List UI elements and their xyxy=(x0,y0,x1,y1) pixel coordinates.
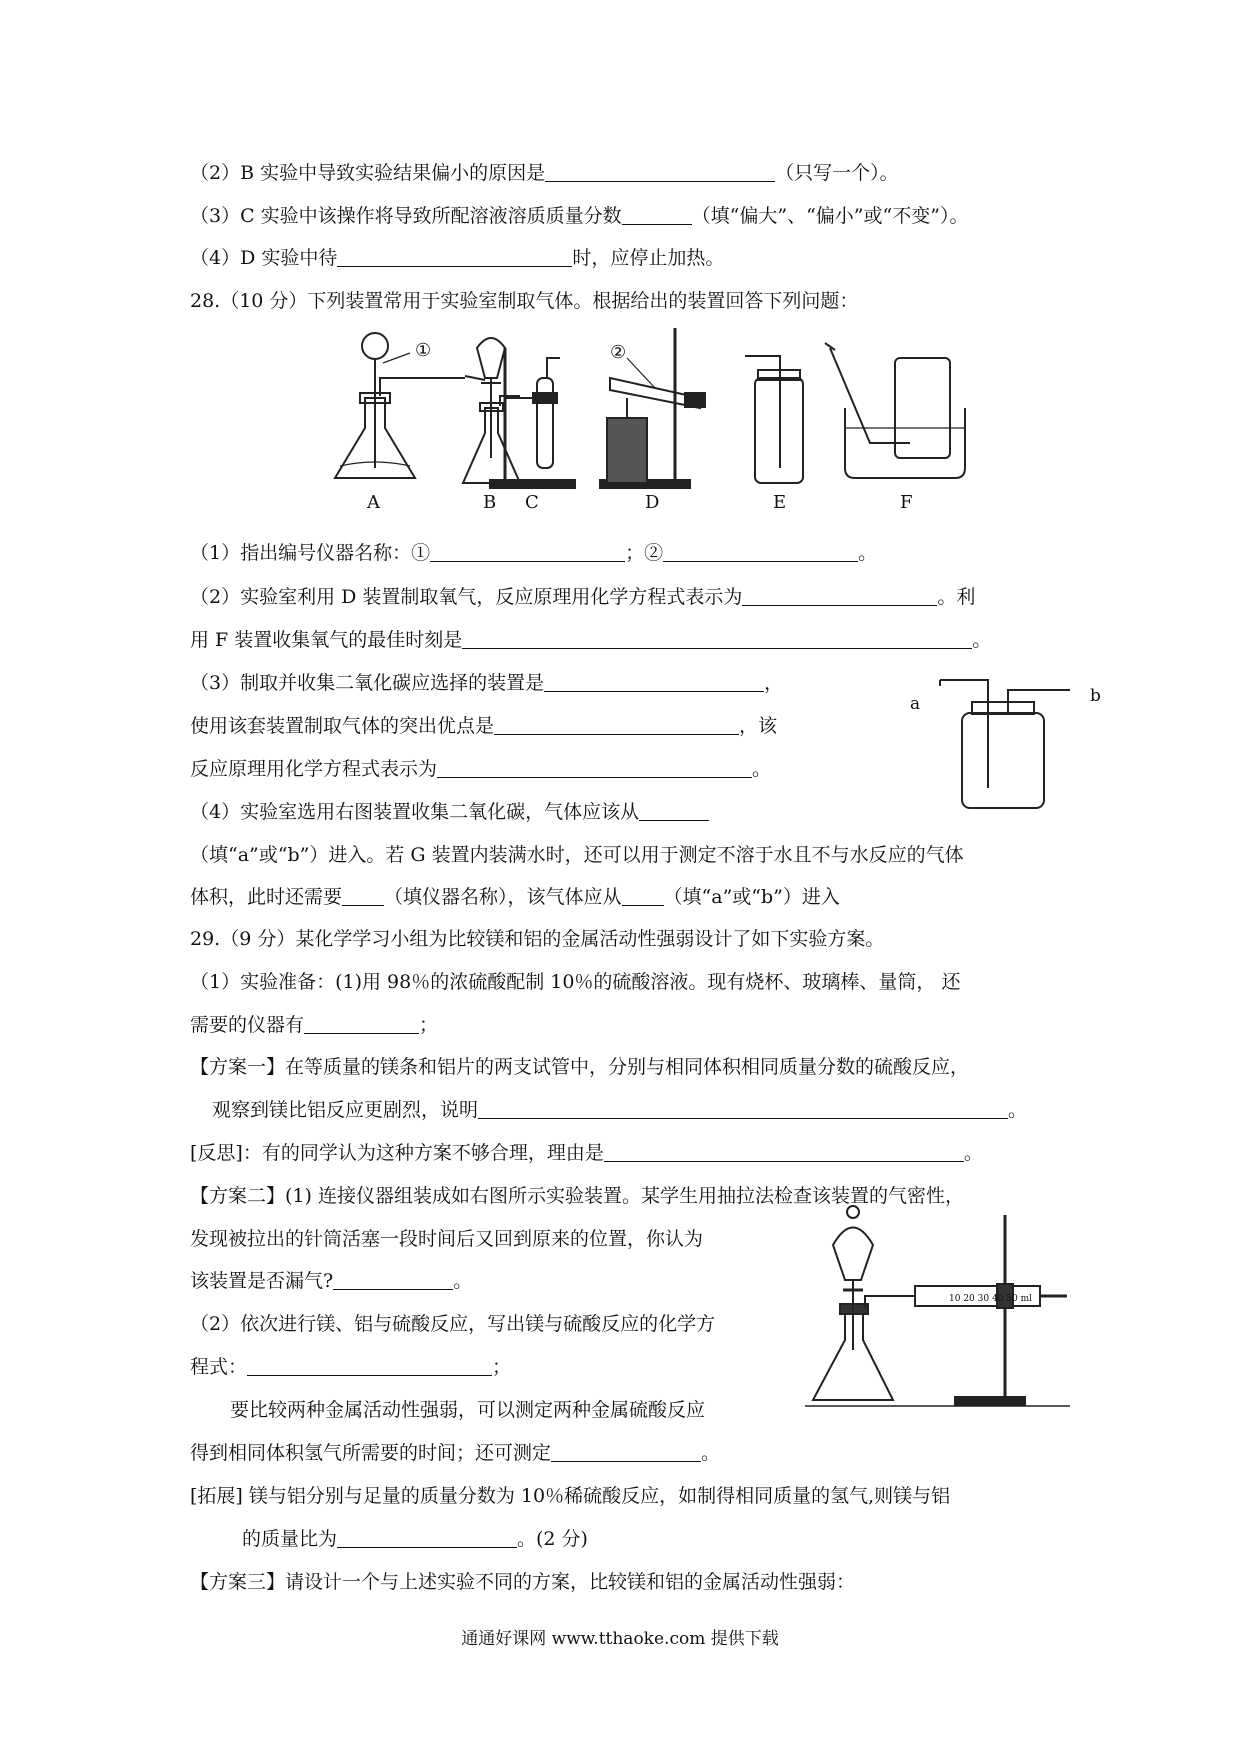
answer-blank[interactable] xyxy=(663,541,858,562)
answer-blank[interactable] xyxy=(304,1013,419,1034)
port-b-label: b xyxy=(1090,686,1101,706)
line-plan-2: 【方案二】(1) 连接仪器组装成如右图所示实验装置。某学生用抽拉法检查该装置的气密性， xyxy=(190,1185,964,1207)
line-plan-2-q2b: 程式： ； xyxy=(190,1356,512,1378)
gas-bottle-figure xyxy=(900,668,1120,813)
apparatus-f xyxy=(825,343,965,478)
line-plan-2-note: 要比较两种金属活动性强弱，可以测定两种金属硫酸反应 xyxy=(230,1399,706,1421)
line-q28-3c: 反应原理用化学方程式表示为 。 xyxy=(190,758,772,780)
label-d: D xyxy=(645,492,660,513)
apparatus-c xyxy=(490,348,575,488)
question-28-title: 28.（10 分）下列装置常用于实验室制取气体。根据给出的装置回答下列问题： xyxy=(190,290,859,312)
line-reflection: [反思]：有的同学认为这种方案不够合理，理由是 。 xyxy=(190,1142,983,1164)
label-e: E xyxy=(773,492,787,513)
apparatus-figure xyxy=(325,318,1005,518)
answer-blank[interactable] xyxy=(742,585,937,606)
apparatus-e xyxy=(745,356,803,483)
line-q29-1b: 需要的仪器有 ； xyxy=(190,1014,439,1036)
line-plan-2-q2: （2）依次进行镁、铝与硫酸反应，写出镁与硫酸反应的化学方 xyxy=(190,1313,716,1335)
line-q28-2: （2）实验室利用 D 装置制取氧气，反应原理用化学方程式表示为 。利 xyxy=(190,586,976,608)
line-q27-2: （2）B 实验中导致实验结果偏小的原因是 （只写一个）。 xyxy=(190,162,899,184)
answer-blank[interactable] xyxy=(437,757,752,778)
answer-blank[interactable] xyxy=(551,1441,701,1462)
label-c: C xyxy=(525,492,539,513)
marker-2: ② xyxy=(610,342,627,363)
label-b: B xyxy=(483,492,497,513)
line-q28-2b: 用 F 装置收集氧气的最佳时刻是 。 xyxy=(190,629,992,651)
answer-blank[interactable] xyxy=(337,246,572,267)
answer-blank[interactable] xyxy=(430,541,625,562)
syringe-apparatus-figure xyxy=(805,1200,1075,1410)
port-a-label: a xyxy=(910,694,921,714)
answer-blank[interactable] xyxy=(333,1269,453,1290)
answer-blank[interactable] xyxy=(639,800,709,821)
syringe-scale: 10 20 30 40 50 ml xyxy=(949,1294,1032,1304)
answer-blank[interactable] xyxy=(247,1355,492,1376)
line-plan-1: 【方案一】在等质量的镁条和铝片的两支试管中，分别与相同体积相同质量分数的硫酸反应， xyxy=(190,1056,970,1078)
line-q28-4c: 体积，此时还需要 （填仪器名称），该气体应从 （填“a”或“b”）进入 xyxy=(190,886,840,908)
line-plan-2b: 发现被拉出的针筒活塞一段时间后又回到原来的位置，你认为 xyxy=(190,1228,704,1250)
label-f: F xyxy=(900,492,913,513)
label-a: A xyxy=(367,492,380,513)
line-q28-4b: （填“a”或“b”）进入。若 G 装置内装满水时，还可以用于测定不溶于水且不与水反应的气体 xyxy=(190,844,964,866)
answer-blank[interactable] xyxy=(462,628,972,649)
line-plan-3: 【方案三】请设计一个与上述实验不同的方案，比较镁和铝的金属活动性强弱： xyxy=(190,1571,856,1593)
line-plan-2-note-b: 得到相同体积氢气所需要的时间；还可测定 。 xyxy=(190,1442,721,1464)
line-extension: [拓展] 镁与铝分别与足量的质量分数为 10％稀硫酸反应，如制得相同质量的氢气,则镁与铝 xyxy=(190,1485,951,1507)
line-q28-3: （3）制取并收集二氧化碳应选择的装置是 ， xyxy=(190,672,784,694)
line-q28-3b: 使用该套装置制取气体的突出优点是 ，该 xyxy=(190,715,778,737)
line-q28-1: （1）指出编号仪器名称：① ；② 。 xyxy=(190,542,878,564)
answer-blank[interactable] xyxy=(342,885,384,906)
line-plan-1b: 观察到镁比铝反应更剧烈，说明 。 xyxy=(212,1099,1028,1121)
answer-blank[interactable] xyxy=(545,161,775,182)
marker-1: ① xyxy=(415,340,432,361)
answer-blank[interactable] xyxy=(622,204,692,225)
line-plan-2c: 该装置是否漏气? 。 xyxy=(190,1270,473,1292)
line-q27-4: （4）D 实验中待 时，应停止加热。 xyxy=(190,247,725,269)
page-footer: 通通好课网 www.tthaoke.com 提供下载 xyxy=(461,1629,779,1649)
apparatus-a xyxy=(335,333,485,478)
answer-blank[interactable] xyxy=(494,714,739,735)
line-q28-4: （4）实验室选用右图装置收集二氧化碳，气体应该从 xyxy=(190,799,709,825)
answer-blank[interactable] xyxy=(337,1527,517,1548)
question-29-title: 29.（9 分）某化学学习小组为比较镁和铝的金属活动性强弱设计了如下实验方案。 xyxy=(190,928,885,950)
line-extension-b: 的质量比为 。(2 分) xyxy=(242,1528,588,1550)
apparatus-b xyxy=(463,338,520,483)
answer-blank[interactable] xyxy=(622,885,664,906)
answer-blank[interactable] xyxy=(604,1141,964,1162)
line-q27-3: （3）C 实验中该操作将导致所配溶液溶质质量分数 （填“偏大”、“偏小”或“不变”）。 xyxy=(190,205,969,227)
answer-blank[interactable] xyxy=(478,1098,1008,1119)
line-q29-1: （1）实验准备：(1)用 98％的浓硫酸配制 10％的硫酸溶液。现有烧杯、玻璃棒、量筒， 还 xyxy=(190,971,961,993)
answer-blank[interactable] xyxy=(544,671,764,692)
